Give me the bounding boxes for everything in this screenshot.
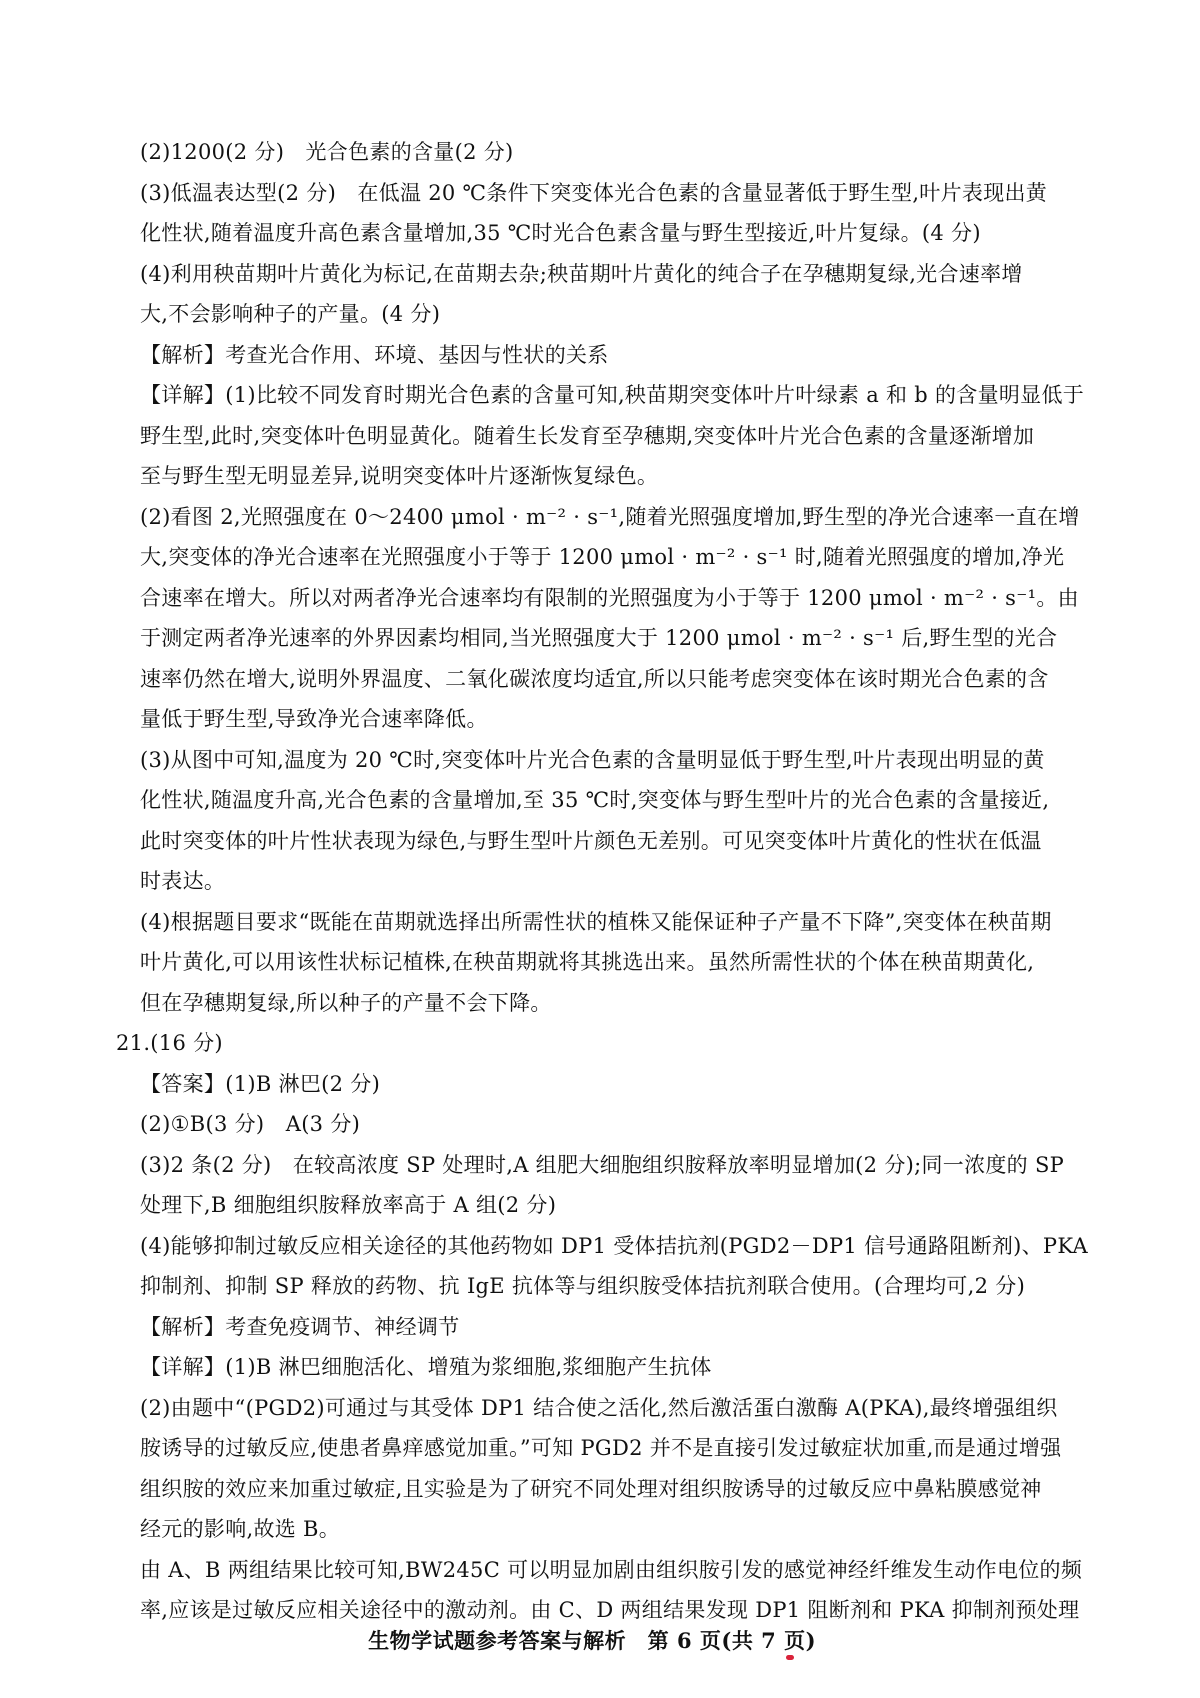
text-line: (3)低温表达型(2 分) 在低温 20 ℃条件下突变体光合色素的含量显著低于野生型,叶片表现出黄 — [140, 180, 1048, 205]
text-line: 于测定两者净光速率的外界因素均相同,当光照强度大于 1200 μmol · m⁻² · s⁻¹ 后,野生型的光合 — [140, 626, 1058, 650]
text-line: 经元的影响,故选 B。 — [140, 1517, 341, 1541]
text-line: 大,突变体的净光合速率在光照强度小于等于 1200 μmol · m⁻² · s⁻¹ 时,随着光照强度的增加,净光 — [140, 545, 1065, 569]
text-line: 野生型,此时,突变体叶色明显黄化。随着生长发育至孕穗期,突变体叶片光合色素的含量逐渐增加 — [140, 423, 1035, 448]
text-line: (2)由题中“(PGD2)可通过与其受体 DP1 结合使之活化,然后激活蛋白激酶 A(PKA),最终增强组织 — [140, 1395, 1058, 1420]
text-line: 【详解】(1)B 淋巴细胞活化、增殖为浆细胞,浆细胞产生抗体 — [140, 1355, 712, 1379]
text-line: 化性状,随温度升高,光合色素的含量增加,至 35 ℃时,突变体与野生型叶片的光合色素的含量接近, — [140, 788, 1050, 812]
text-line: 叶片黄化,可以用该性状标记植株,在秧苗期就将其挑选出来。虽然所需性状的个体在秧苗期黄化, — [140, 950, 1035, 974]
text-line: 组织胺的效应来加重过敏症,且实验是为了研究不同处理对组织胺诱导的过敏反应中鼻粘膜感觉神 — [140, 1476, 1042, 1501]
page-footer — [0, 1625, 1200, 1655]
answer-content — [116, 132, 1116, 1631]
text-line: (4)根据题目要求“既能在苗期就选择出所需性状的植株又能保证种子产量不下降”,突变体在秧苗期 — [140, 909, 1052, 934]
text-line: 速率仍然在增大,说明外界温度、二氧化碳浓度均适宜,所以只能考虑突变体在该时期光合色素的含 — [140, 666, 1049, 691]
text-line: 胺诱导的过敏反应,使患者鼻痒感觉加重。”可知 PGD2 并不是直接引发过敏症状加重,而是通过增强 — [140, 1436, 1062, 1460]
text-line: (4)利用秧苗期叶片黄化为标记,在苗期去杂;秧苗期叶片黄化的纯合子在孕穗期复绿,光合速率增 — [140, 261, 1023, 286]
text-line: 【解析】考查免疫调节、神经调节 — [140, 1314, 460, 1339]
text-line: 量低于野生型,导致净光合速率降低。 — [140, 707, 488, 731]
text-line: 【详解】(1)比较不同发育时期光合色素的含量可知,秧苗期突变体叶片叶绿素 a 和 b 的含量明显低于 — [140, 383, 1085, 407]
text-line: 21.(16 分) — [116, 1031, 223, 1055]
text-line: (3)从图中可知,温度为 20 ℃时,突变体叶片光合色素的含量明显低于野生型,叶片表现出明显的黄 — [140, 747, 1045, 772]
text-line: 【解析】考查光合作用、环境、基因与性状的关系 — [140, 342, 609, 367]
text-line: 【答案】(1)B 淋巴(2 分) — [140, 1071, 381, 1096]
text-line: 化性状,随着温度升高色素含量增加,35 ℃时光合色素含量与野生型接近,叶片复绿。(4 分) — [140, 221, 981, 245]
text-line: 但在孕穗期复绿,所以种子的产量不会下降。 — [140, 990, 552, 1015]
footer-text: 生物学试题参考答案与解析 第 6 页(共 7 页) — [368, 1628, 817, 1653]
red-mark — [786, 1655, 794, 1660]
text-line: 处理下,B 细胞组织胺释放率高于 A 组(2 分) — [140, 1193, 557, 1217]
text-line: (3)2 条(2 分) 在较高浓度 SP 处理时,A 组肥大细胞组织胺释放率明显增加(2 分);同一浓度的 SP — [140, 1152, 1065, 1177]
text-line: 率,应该是过敏反应相关途径中的激动剂。由 C、D 两组结果发现 DP1 阻断剂和 PKA 抑制剂预处理 — [140, 1598, 1080, 1622]
text-line: 至与野生型无明显差异,说明突变体叶片逐渐恢复绿色。 — [140, 464, 659, 488]
text-line: 抑制剂、抑制 SP 释放的药物、抗 IgE 抗体等与组织胺受体拮抗剂联合使用。(合理均可,2 分) — [140, 1274, 1026, 1298]
text-line: (4)能够抑制过敏反应相关途径的其他药物如 DP1 受体拮抗剂(PGD2－DP1 信号通路阻断剂)、PKA — [140, 1233, 1088, 1258]
text-line: 由 A、B 两组结果比较可知,BW245C 可以明显加剧由组织胺引发的感觉神经纤维发生动作电位的频 — [140, 1557, 1083, 1582]
text-line: (2)1200(2 分) 光合色素的含量(2 分) — [140, 140, 514, 164]
text-line: 合速率在增大。所以对两者净光合速率均有限制的光照强度为小于等于 1200 μmol · m⁻² · s⁻¹。由 — [140, 585, 1079, 610]
text-line: 此时突变体的叶片性状表现为绿色,与野生型叶片颜色无差别。可见突变体叶片黄化的性状在低温 — [140, 828, 1042, 853]
text-line: (2)①B(3 分) A(3 分) — [140, 1112, 361, 1136]
text-line: (2)看图 2,光照强度在 0～2400 μmol · m⁻² · s⁻¹,随着光照强度增加,野生型的净光合速率一直在增 — [140, 504, 1080, 529]
text-line: 大,不会影响种子的产量。(4 分) — [140, 302, 441, 326]
text-line: 时表达。 — [140, 869, 226, 893]
